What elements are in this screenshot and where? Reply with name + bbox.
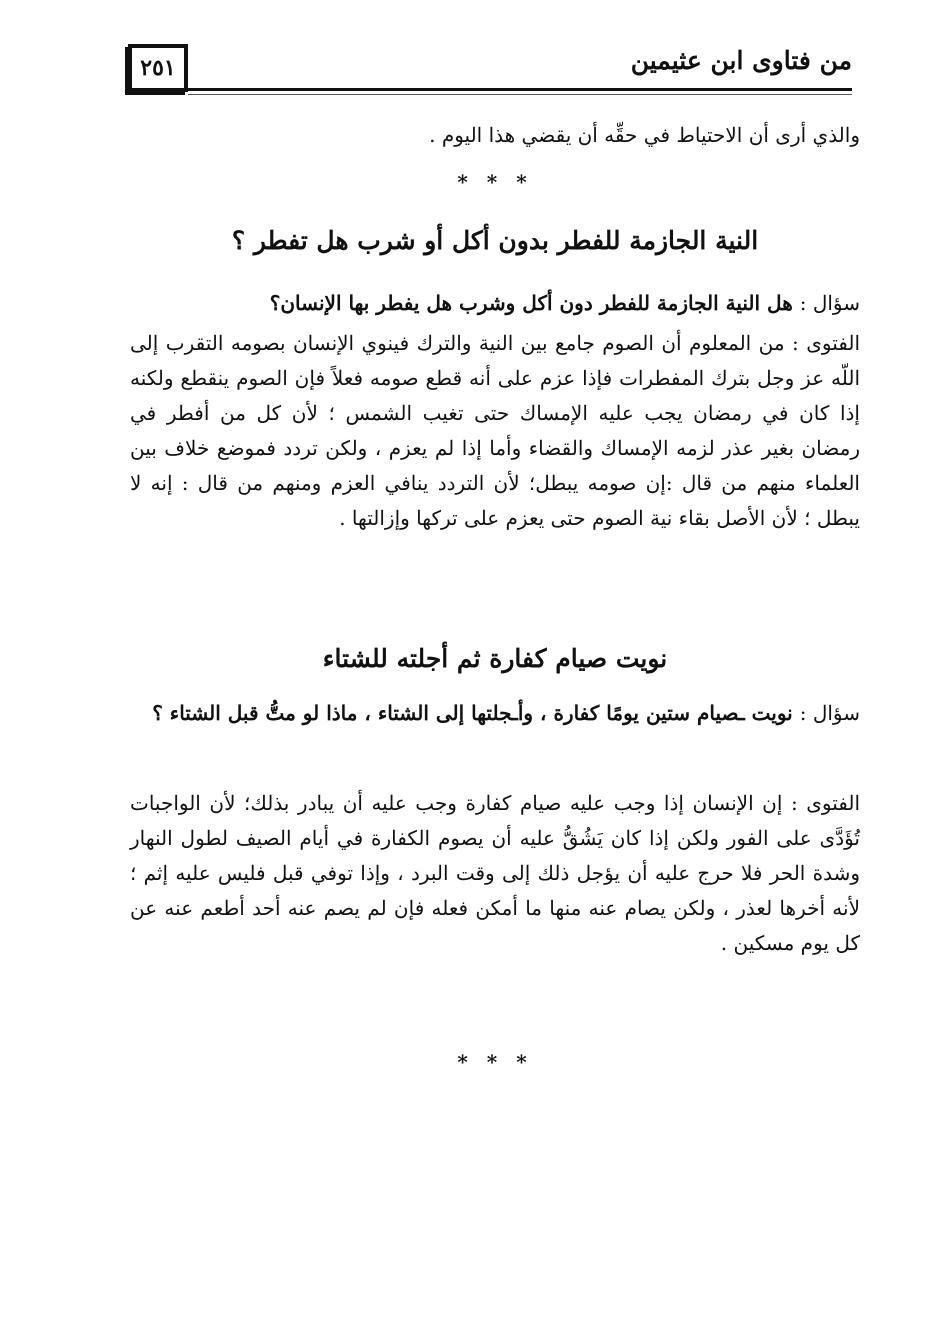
section2-question	[130, 696, 860, 731]
header-rule	[188, 88, 852, 91]
end-separator-stars: * * *	[457, 1050, 533, 1074]
section2-heading: نويت صيام كفارة ثم أجلته للشتاء	[322, 644, 668, 673]
section1-question-label: سؤال :	[799, 291, 860, 315]
header-rule-thin	[188, 94, 852, 95]
section2-question-label: سؤال :	[799, 701, 860, 725]
section1-answer-label: الفتوى :	[792, 331, 861, 355]
section1-answer-text: من المعلوم أن الصوم جامع بين النية والترك فينوي الإنسان بصومه التقرب إلى اللّه عز وجل بترك المفطرات فإذا عزم على أنه قطع صومه فعلاً فإن الصوم ينقطع ولكنه إذا كان في رمضان يجب عليه الإمساك حتى تغيب الشمس ؛ لأن كل من أفطر في رمضان بغير عذر لزمه الإمساك والقضاء وأما إذا لم يعزم ، ولكن تردد فموضع خلاف بين العلماء منهم من قال :إن صومه يبطل؛ لأن التردد ينافي العزم ومنهم من قال : إنه لا يبطل ؛ لأن الأصل بقاء نية الصوم حتى يعزم على تركها وإزالتها .	[130, 331, 860, 530]
section2-question-text: نويت ـصيام ستين يومًا كفارة ، وأـجلتها إلى الشتاء ، ماذا لو متُّ قبل الشتاء ؟	[152, 701, 793, 725]
page-header	[128, 44, 852, 102]
section1-question-text: هل النية الجازمة للفطر دون أكل وشرب هل يفطر بها الإنسان؟	[269, 291, 793, 315]
section2-answer-label: الفتوى :	[790, 791, 861, 815]
section1-answer	[130, 326, 860, 536]
page-number: ٢٥١	[140, 55, 176, 81]
section2-answer-text: إن الإنسان إذا وجب عليه صيام كفارة وجب عليه أن يبادر بذلك؛ لأن الواجبات تُؤَدَّى على الفور ولكن إذا كان يَشُقُّ عليه أن يصوم الكفارة في أيام الصيف لطول النهار وشدة الحر فلا حرج عليه أن يؤجل ذلك إلى وقت البرد ، وإذا توفي قبل فليس عليه إثم ؛ لأنه أخرها لعذر ، ولكن يصام عنه منها ما أمكن فعله فإن لم يصم عنه أحد أطعم عنه عن كل يوم مسكين .	[130, 791, 860, 955]
section1-question	[130, 286, 860, 321]
page-number-box	[128, 44, 188, 92]
intro-line: والذي أرى أن الاحتياط في حقِّه أن يقضي هذا اليوم .	[429, 123, 860, 147]
book-title: من فتاوى ابن عثيمين	[630, 46, 852, 75]
section2-answer	[130, 786, 860, 961]
section1-heading: النية الجازمة للفطر بدون أكل أو شرب هل تفطر ؟	[231, 226, 759, 255]
separator-stars: * * *	[457, 170, 533, 194]
